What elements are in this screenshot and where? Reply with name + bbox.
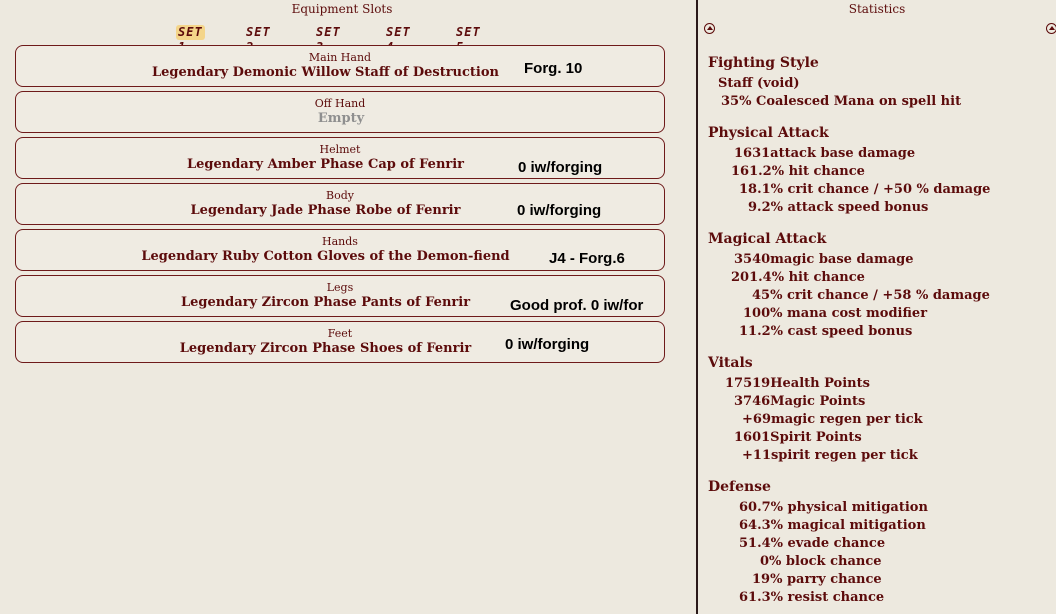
slot-note: 0 iw/forging bbox=[505, 336, 590, 353]
stat-line: 17519Health Points bbox=[725, 376, 870, 391]
stat-line: 19% parry chance bbox=[752, 572, 882, 587]
slot-item[interactable]: Legendary Demonic Willow Staff of Destruction bbox=[152, 65, 499, 80]
equipment-title: Equipment Slots bbox=[291, 2, 393, 16]
section-physical-attack: Physical Attack bbox=[708, 125, 829, 141]
section-vitals: Vitals bbox=[708, 355, 753, 371]
scroll-up-icon[interactable] bbox=[704, 23, 715, 34]
slot-label: Legs bbox=[326, 281, 354, 294]
slot-label: Body bbox=[326, 189, 354, 202]
slot-note: J4 - Forg.6 bbox=[549, 250, 625, 267]
slot-label: Feet bbox=[327, 327, 353, 340]
stat-line: 3540magic base damage bbox=[734, 252, 914, 267]
tab-set-1[interactable]: SET bbox=[178, 25, 203, 39]
stat-line: 60.7% physical mitigation bbox=[739, 500, 928, 515]
stat-line: 100% mana cost modifier bbox=[743, 306, 928, 321]
stat-line: +69magic regen per tick bbox=[742, 412, 923, 427]
stat-line: 1601Spirit Points bbox=[734, 430, 862, 445]
stat-line: 45% crit chance / +58 % damage bbox=[752, 288, 990, 303]
slot-label: Helmet bbox=[319, 143, 361, 156]
slot-off-hand[interactable] bbox=[15, 91, 665, 133]
stat-line: Staff (void) bbox=[718, 76, 800, 91]
slot-item[interactable]: Legendary Ruby Cotton Gloves of the Demon-fiend bbox=[141, 249, 510, 264]
stat-line: 161.2% hit chance bbox=[731, 164, 865, 179]
stat-line: 61.3% resist chance bbox=[739, 590, 885, 605]
tab-set-4[interactable]: SET bbox=[386, 25, 411, 39]
slot-item[interactable]: Legendary Amber Phase Cap of Fenrir bbox=[186, 157, 465, 172]
slot-label: Main Hand bbox=[308, 51, 372, 64]
tab-set-2[interactable]: SET bbox=[246, 25, 271, 39]
stat-line: 51.4% evade chance bbox=[739, 536, 886, 551]
section-defense: Defense bbox=[708, 479, 771, 495]
stat-line: 9.2% attack speed bonus bbox=[748, 200, 929, 215]
slot-item[interactable]: Legendary Zircon Phase Pants of Fenrir bbox=[180, 295, 471, 310]
stat-line: +11spirit regen per tick bbox=[742, 448, 918, 463]
stat-line: 35% Coalesced Mana on spell hit bbox=[721, 94, 962, 109]
stat-line: 3746Magic Points bbox=[734, 394, 866, 409]
scroll-up-icon[interactable] bbox=[1046, 23, 1056, 34]
tab-set-5[interactable]: SET bbox=[456, 25, 481, 39]
slot-note: 0 iw/forging bbox=[517, 202, 602, 219]
slot-item[interactable]: Legendary Zircon Phase Shoes of Fenrir bbox=[179, 341, 472, 356]
slot-label: Hands bbox=[322, 235, 358, 248]
stat-line: 18.1% crit chance / +50 % damage bbox=[739, 182, 991, 197]
stat-line: 0% block chance bbox=[760, 554, 882, 569]
tab-set-3[interactable]: SET bbox=[316, 25, 341, 39]
statistics-title: Statistics bbox=[848, 2, 906, 16]
slot-label: Off Hand bbox=[314, 97, 366, 110]
stat-line: 64.3% magical mitigation bbox=[739, 518, 926, 533]
statistics-panel bbox=[696, 0, 1056, 614]
section-fighting-style: Fighting Style bbox=[708, 55, 819, 71]
slot-note: Good prof. 0 iw/for bbox=[510, 297, 644, 314]
slot-note: 0 iw/forging bbox=[518, 159, 603, 176]
slot-note: Forg. 10 bbox=[524, 60, 583, 77]
slot-item-empty: Empty bbox=[317, 111, 365, 126]
stat-line: 11.2% cast speed bonus bbox=[739, 324, 913, 339]
slot-item[interactable]: Legendary Jade Phase Robe of Fenrir bbox=[190, 203, 461, 218]
section-magical-attack: Magical Attack bbox=[708, 231, 827, 247]
stat-line: 1631attack base damage bbox=[734, 146, 916, 161]
stat-line: 201.4% hit chance bbox=[731, 270, 865, 285]
